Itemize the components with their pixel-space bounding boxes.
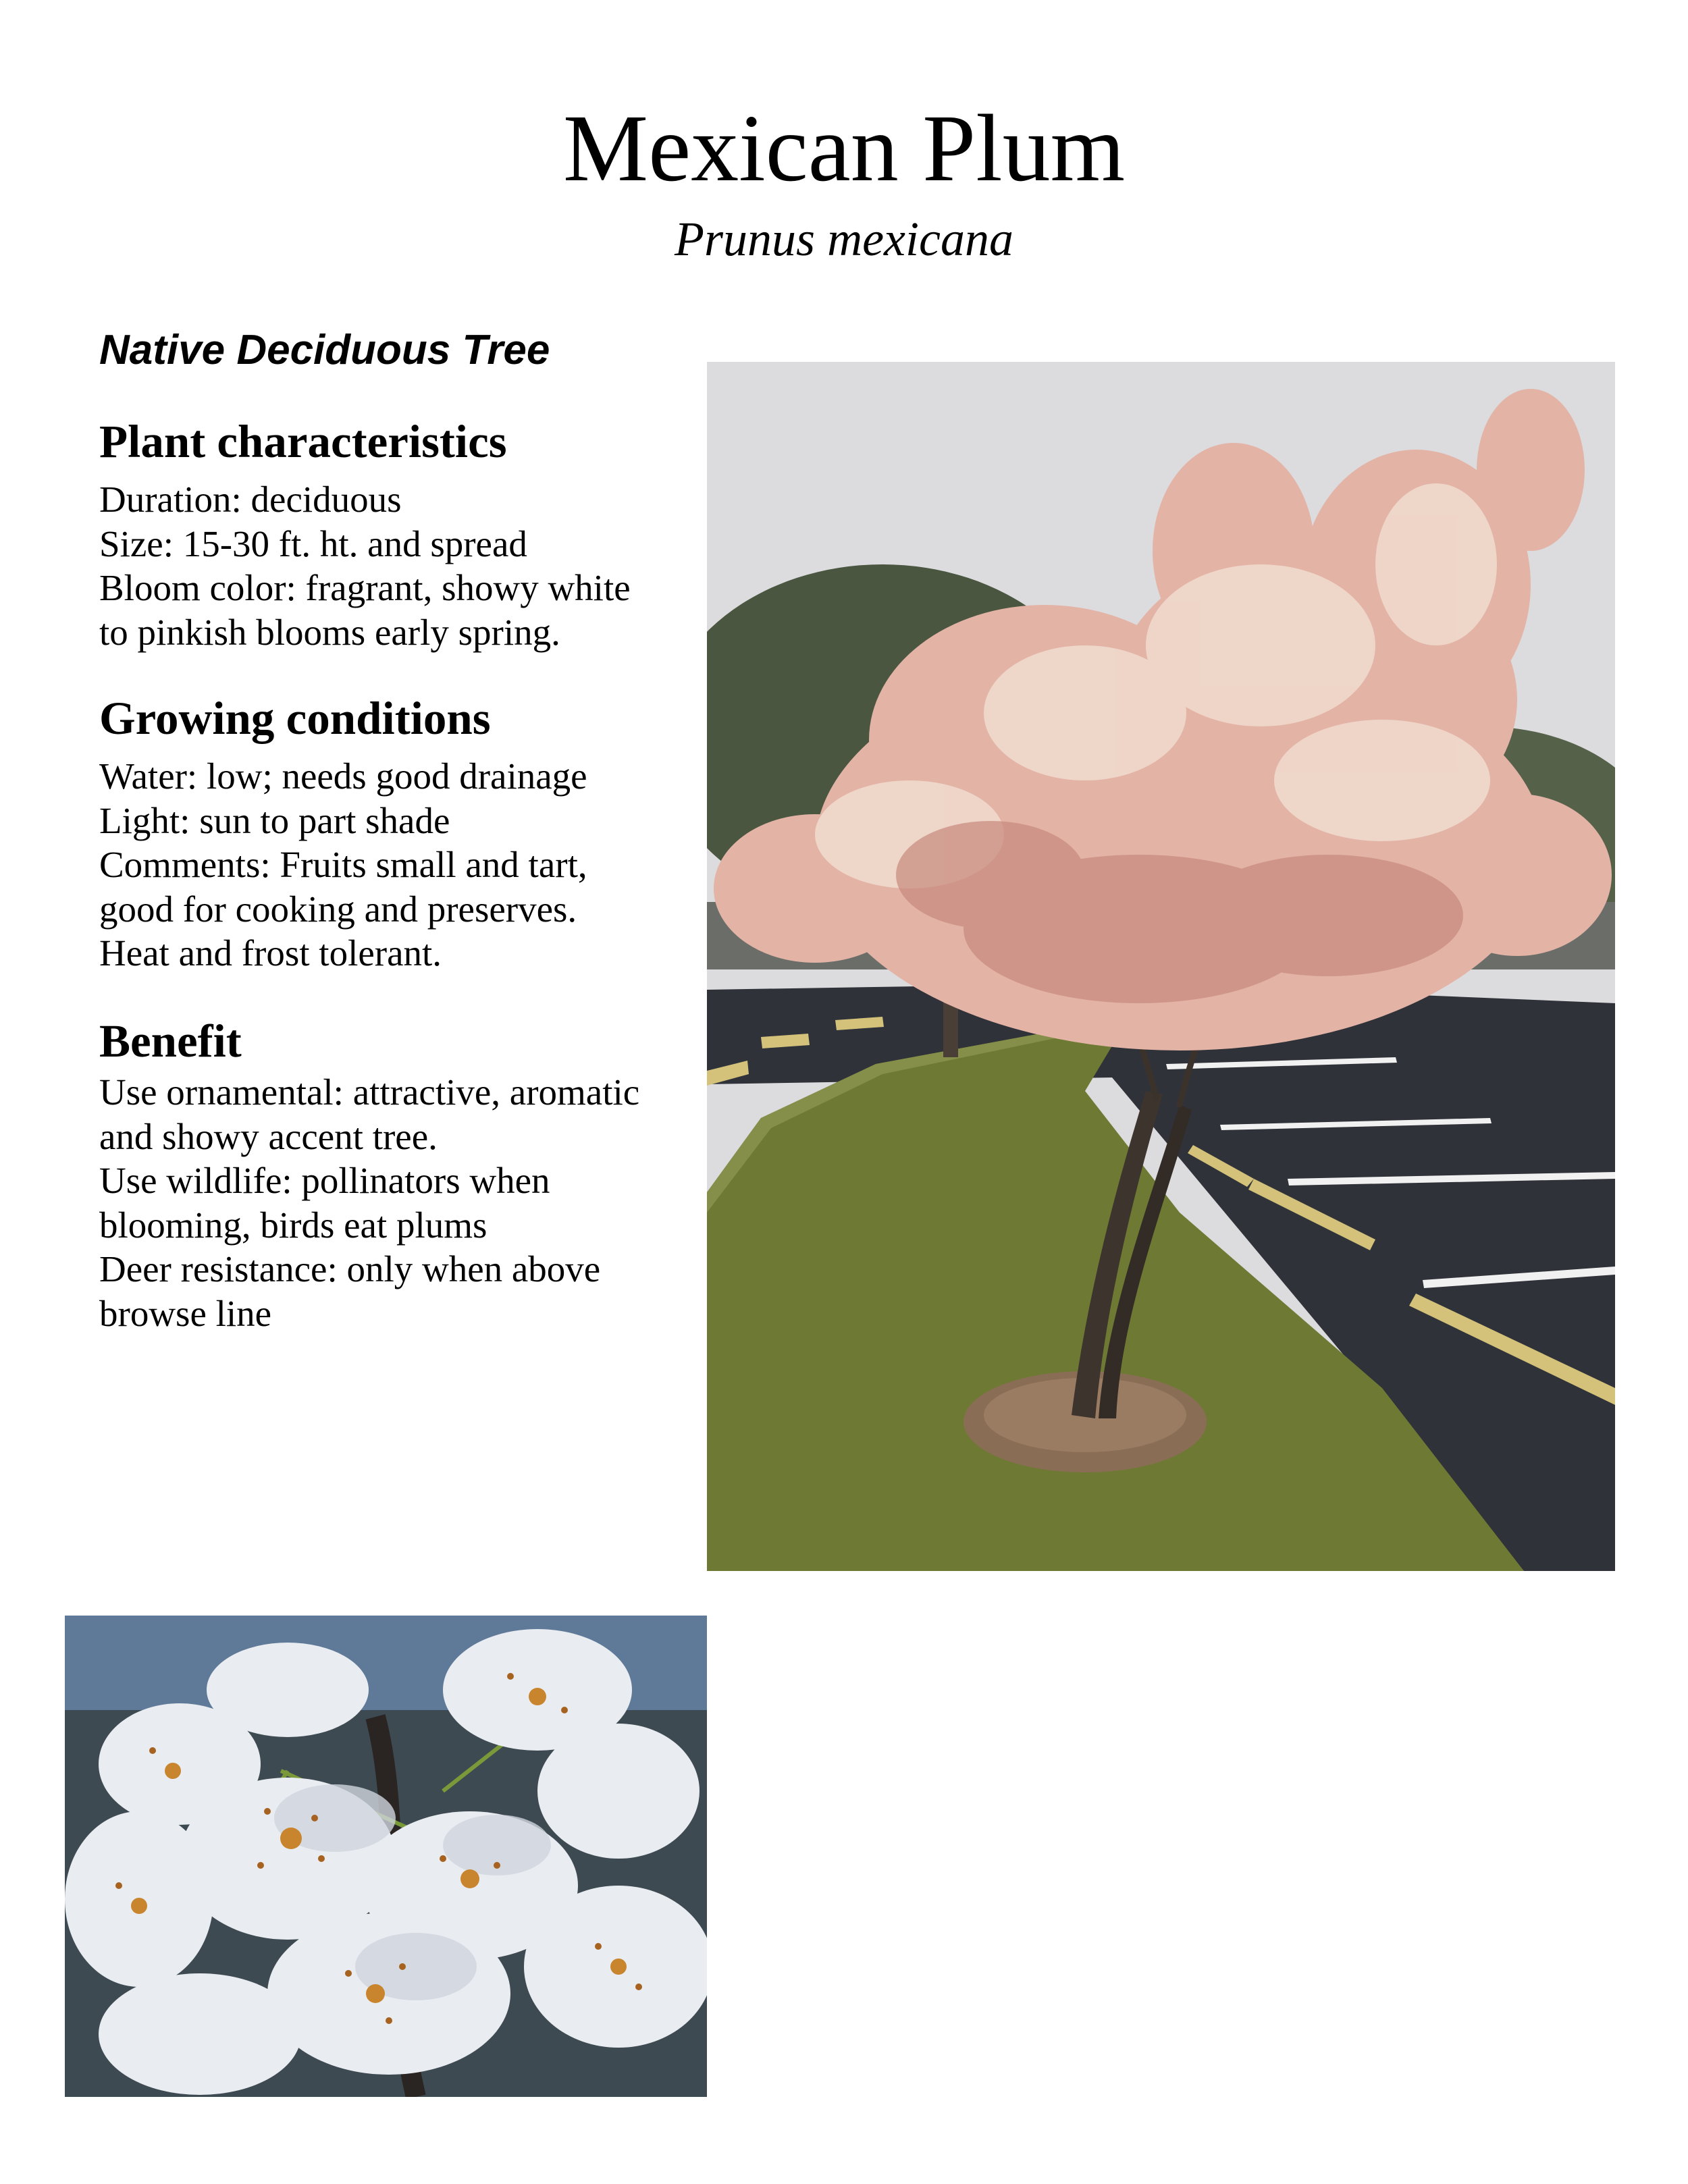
text-line: Comments: Fruits small and tart,	[99, 844, 587, 885]
scientific-name: Prunus mexicana	[675, 212, 1013, 266]
text-line: Deer resistance: only when above	[99, 1248, 601, 1289]
text-line: Use ornamental: attractive, aromatic	[99, 1071, 640, 1113]
text-line: Use wildlife: pollinators when	[99, 1160, 550, 1201]
text-line: good for cooking and preserves.	[99, 888, 577, 930]
section-plant-characteristics	[99, 416, 693, 654]
section-heading: Growing conditions	[99, 693, 491, 744]
page-title: Mexican Plum	[562, 95, 1126, 201]
text-line: browse line	[99, 1292, 272, 1334]
text-line: to pinkish blooms early spring.	[99, 611, 560, 653]
text-line: Light: sun to part shade	[99, 799, 450, 841]
text-line: Size: 15-30 ft. ht. and spread	[99, 523, 527, 564]
section-growing-conditions	[99, 695, 693, 976]
text-line: and showy accent tree.	[99, 1115, 438, 1157]
text-line: Bloom color: fragrant, showy white	[99, 567, 631, 608]
section-benefit	[99, 1015, 693, 1335]
text-line: Duration: deciduous	[99, 479, 402, 520]
text-line: Water: low; needs good drainage	[99, 755, 587, 797]
section-heading: Plant characteristics	[99, 416, 507, 467]
blossom-closeup-photo	[65, 1616, 707, 2097]
tree-photo	[707, 362, 1615, 1571]
section-heading: Benefit	[99, 1015, 242, 1067]
plant-type-label: Native Deciduous Tree	[99, 327, 550, 373]
text-line: blooming, birds eat plums	[99, 1204, 487, 1246]
text-line: Heat and frost tolerant.	[99, 932, 442, 974]
